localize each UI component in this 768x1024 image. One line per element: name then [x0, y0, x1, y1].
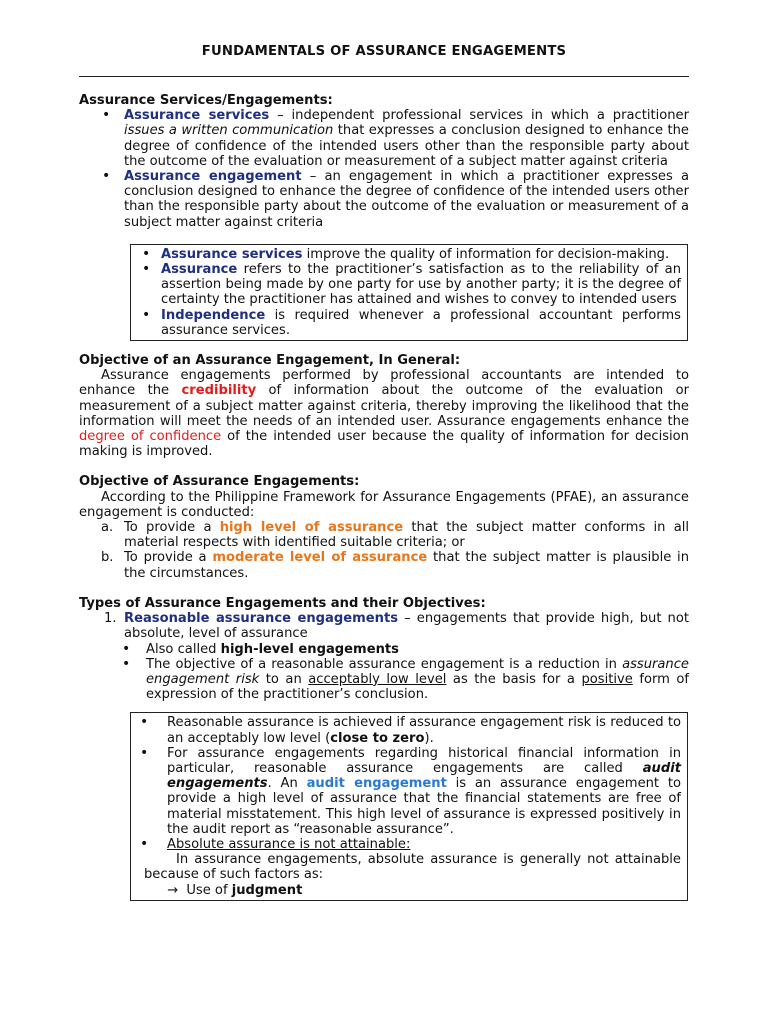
objective-paragraph: Assurance engagements performed by professional accountants are intended to enhance the credibility of information about the outcome of the evaluation or measurement of a subject matter against criteria, thereby improving the likelihood that the information will meet the needs of an intended user. Assurance engagements enhance the degree of confidence of the intended user because the quality of information for decision making is improved.	[79, 368, 689, 460]
section-heading-assurance-services: Assurance Services/Engagements:	[79, 93, 333, 108]
audit-engagement-highlight: audit engagement	[306, 776, 447, 792]
list-item: • The objective of a reasonable assurance engagement is a reduction in assurance engagement risk to an acceptably low level as the basis for a positive form of expression of the practitioner’s conclusion.	[79, 657, 689, 703]
title-rule	[79, 76, 689, 77]
list-item: a. To provide a high level of assurance that the subject matter conforms in all material respects with identified suitable criteria; or	[101, 520, 689, 551]
list-item: • Reasonable assurance is achieved if assurance engagement risk is reduced to an acceptably low level (close to zero).	[135, 715, 681, 745]
term-assurance-engagement: Assurance engagement	[124, 169, 302, 185]
section-heading-objective-engagements: Objective of Assurance Engagements:	[79, 474, 360, 490]
document-body	[79, 93, 689, 901]
list-item: b. To provide a moderate level of assurance that the subject matter is plausible in the circumstances.	[101, 550, 689, 581]
list-item: • Assurance refers to the practitioner’s satisfaction as to the reliability of an assertion being made by one party for use by another party; it is the degree of certainty the practitioner has attained and wishes to convey to intended users	[137, 262, 681, 308]
section-heading-types: Types of Assurance Engagements and their Objectives:	[79, 595, 486, 611]
section-heading-objective-general: Objective of an Assurance Engagement, In General:	[79, 353, 461, 369]
page-title: FUNDAMENTALS OF ASSURANCE ENGAGEMENTS	[201, 44, 567, 59]
assurance-notes-box	[130, 244, 688, 341]
list-item: 1. Reasonable assurance engagements – engagements that provide high, but not absolute, level of assurance	[104, 611, 689, 642]
list-item: → Use of judgment	[167, 882, 303, 898]
reasonable-assurance-notes-box	[130, 712, 688, 900]
list-item: • Assurance engagement – an engagement in which a practitioner expresses a conclusion designed to enhance the degree of confidence of the intended users other than the responsible party about the outcome of the evaluation or measurement of a subject matter against criteria	[79, 169, 689, 230]
arrow-right-icon: →	[167, 882, 178, 898]
list-item: • For assurance engagements regarding historical financial information in particular, reasonable assurance engagements are called audit engagements. An audit engagement is an assurance engagement to provide a high level of assurance that the financial statements are free of material misstatement. This high level of assurance is expressed positively in the audit report as “reasonable assurance”.	[135, 746, 681, 837]
assurance-definitions-list	[79, 108, 689, 230]
absolute-assurance-text: In assurance engagements, absolute assurance is generally not attainable because of such factors as:	[144, 852, 681, 883]
pfae-intro: According to the Philippine Framework for Assurance Engagements (PFAE), an assurance engagement is conducted:	[79, 489, 689, 520]
term-assurance-services: Assurance services	[124, 108, 270, 124]
list-item: • Assurance services improve the quality of information for decision-making.	[137, 247, 681, 262]
list-item: • Absolute assurance is not attainable:	[135, 837, 681, 852]
term-reasonable-assurance: Reasonable assurance engagements	[124, 611, 399, 627]
list-item: • Assurance services – independent professional services in which a practitioner issues a written communication that expresses a conclusion designed to enhance the degree of confidence of the intended users other than the responsible party about the outcome of the evaluation or measurement of a subject matter against criteria	[79, 108, 689, 169]
list-item: • Independence is required whenever a professional accountant performs assurance services.	[137, 308, 681, 338]
pfae-objectives-list	[79, 520, 689, 581]
credibility-highlight: credibility	[181, 383, 257, 399]
degree-of-confidence-highlight: degree of confidence	[79, 429, 222, 445]
list-item: • Also called high-level engagements	[79, 642, 689, 657]
